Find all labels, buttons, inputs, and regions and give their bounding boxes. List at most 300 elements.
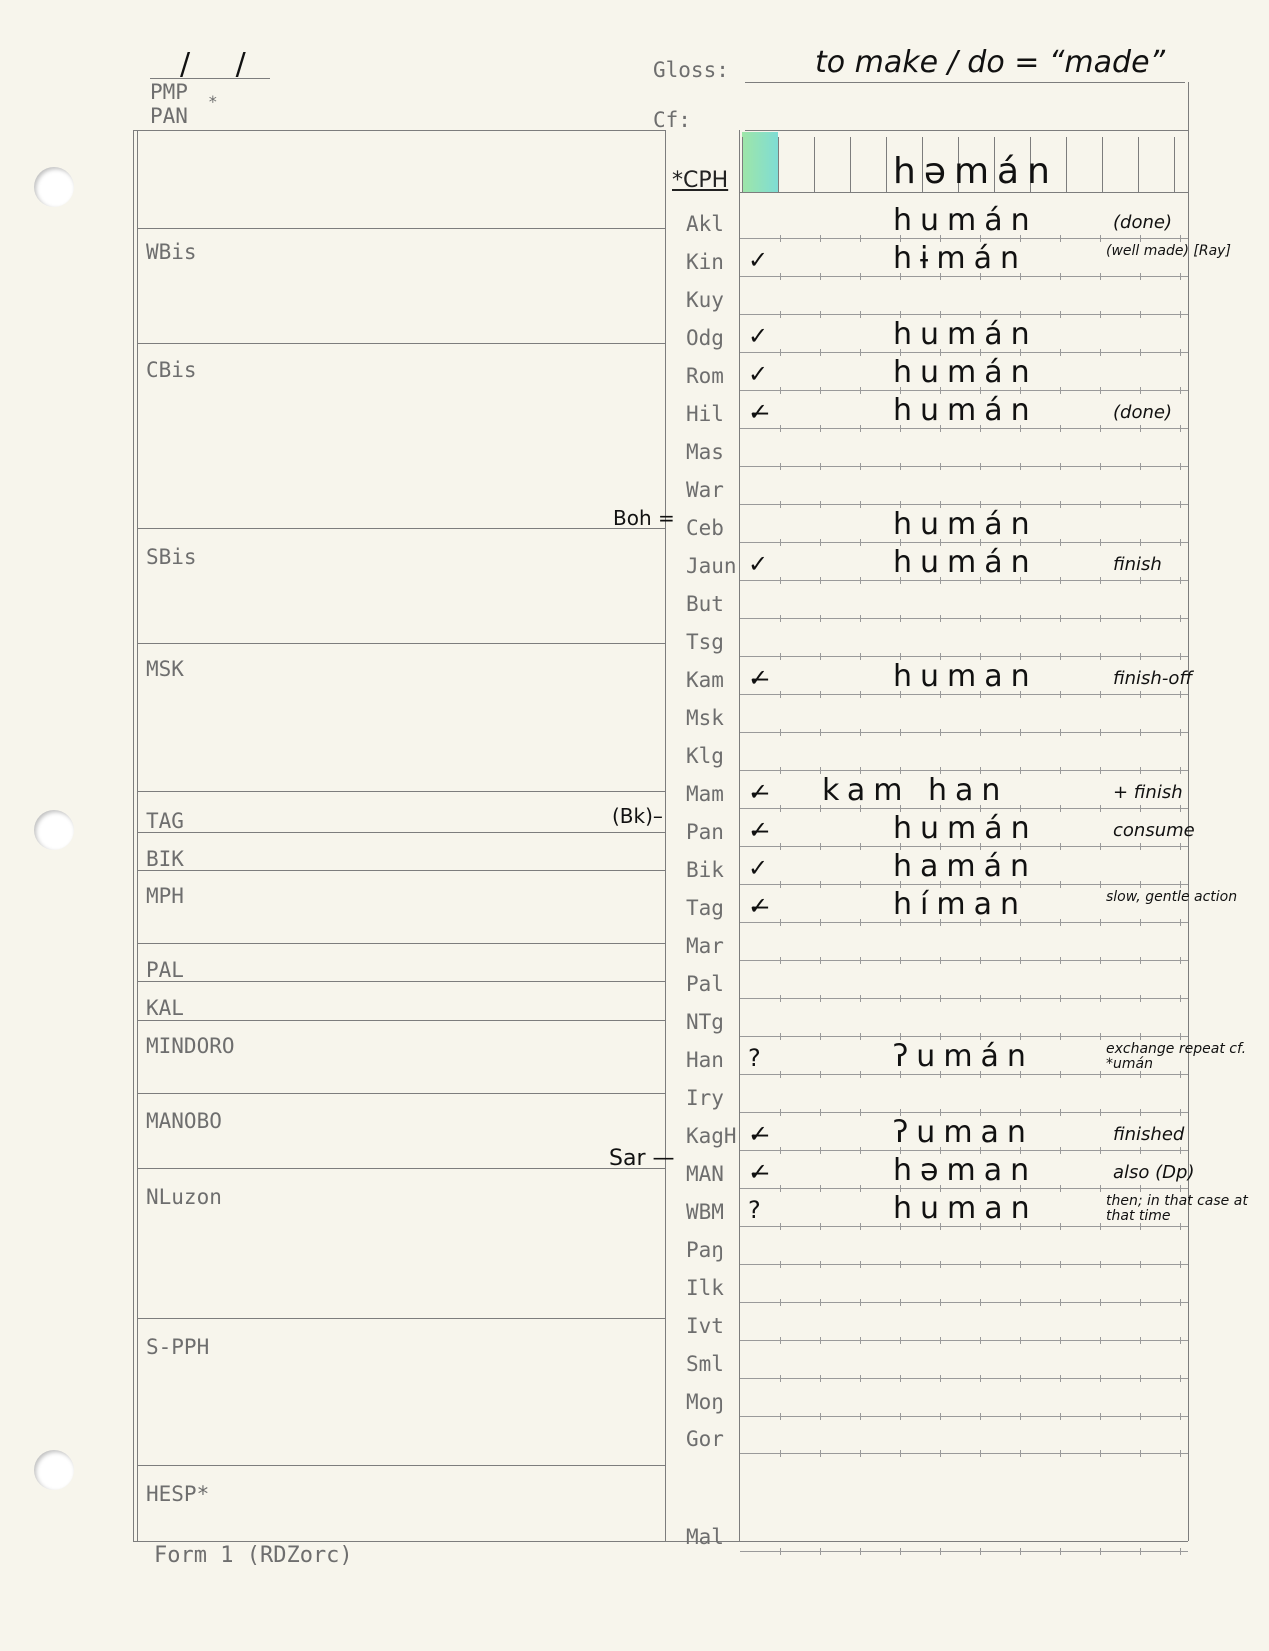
group-divider [137, 981, 665, 982]
row-tick [860, 615, 861, 622]
row-tick [860, 843, 861, 850]
row-tick [1100, 1071, 1101, 1078]
group-divider [137, 943, 665, 944]
row-tick [900, 1337, 901, 1344]
row-tick [1140, 1548, 1141, 1555]
group-label: PAL [146, 958, 184, 982]
row-tick [1100, 235, 1101, 242]
row-tick [780, 501, 781, 508]
language-code: Ilk [686, 1276, 724, 1300]
row-tick [1060, 1223, 1061, 1230]
row-tick [860, 995, 861, 1002]
group-divider [137, 1093, 665, 1094]
row-tick [780, 539, 781, 546]
row-tick [820, 1033, 821, 1040]
row-tick [1180, 615, 1181, 622]
cph-grid-cell-line [886, 137, 887, 192]
row-tick [1180, 1299, 1181, 1306]
row-tick [1180, 1337, 1181, 1344]
group-label: KAL [146, 996, 184, 1020]
entry-row-line [740, 238, 1188, 239]
language-code: Rom [686, 364, 724, 388]
check-mark: ✓̶ [748, 398, 769, 426]
row-tick [1100, 1261, 1101, 1268]
meaning-note: finished [1113, 1124, 1185, 1145]
row-tick [780, 691, 781, 698]
row-tick [900, 615, 901, 622]
row-tick [1180, 843, 1181, 850]
entry-row-line [740, 846, 1188, 847]
row-tick [820, 1450, 821, 1457]
row-tick [820, 729, 821, 736]
group-divider [137, 1541, 665, 1542]
language-code: Jaun [686, 554, 737, 578]
group-divider [137, 528, 665, 529]
group-label: S-PPH [146, 1335, 210, 1359]
highlight-mark [742, 132, 778, 192]
row-tick [1060, 691, 1061, 698]
language-code: Mas [686, 440, 724, 464]
row-tick [780, 653, 781, 660]
row-tick [1020, 615, 1021, 622]
row-tick [1100, 843, 1101, 850]
row-tick [980, 1299, 981, 1306]
row-tick [980, 463, 981, 470]
row-tick [1100, 1147, 1101, 1154]
language-code: Kuy [686, 288, 724, 312]
language-code: Bik [686, 858, 724, 882]
row-tick [780, 881, 781, 888]
row-tick [900, 1375, 901, 1382]
group-label: NLuzon [146, 1185, 222, 1209]
group-label: MPH [146, 884, 184, 908]
row-tick [820, 235, 821, 242]
row-tick [1060, 1109, 1061, 1116]
row-tick [1180, 273, 1181, 280]
row-tick [860, 577, 861, 584]
entry-row-line [740, 960, 1188, 961]
row-tick [860, 387, 861, 394]
row-tick [1020, 957, 1021, 964]
cph-grid-cell-line [1102, 137, 1103, 192]
entry-row-line [740, 1302, 1188, 1303]
reconstructed-form: humán [893, 393, 1038, 428]
row-tick [1060, 463, 1061, 470]
entry-row-line [740, 694, 1188, 695]
row-tick [1100, 881, 1101, 888]
row-tick [1060, 653, 1061, 660]
row-tick [820, 957, 821, 964]
row-tick [820, 843, 821, 850]
row-tick [1060, 843, 1061, 850]
row-tick [1140, 349, 1141, 356]
row-tick [780, 425, 781, 432]
row-tick [1060, 539, 1061, 546]
row-tick [1140, 1450, 1141, 1457]
row-tick [1060, 1337, 1061, 1344]
row-tick [1180, 425, 1181, 432]
frame-divider [665, 130, 666, 1541]
reconstructed-form: human [893, 659, 1038, 694]
reconstructed-form: hamán [893, 849, 1038, 884]
row-tick [1180, 653, 1181, 660]
punch-hole-top [34, 167, 74, 207]
row-tick [1140, 1413, 1141, 1420]
entry-row-line [740, 1264, 1188, 1265]
row-tick [820, 1147, 821, 1154]
row-tick [1100, 805, 1101, 812]
row-tick [1180, 577, 1181, 584]
row-tick [820, 1109, 821, 1116]
row-tick [860, 235, 861, 242]
row-tick [1100, 501, 1101, 508]
row-tick [1100, 463, 1101, 470]
row-tick [1100, 1033, 1101, 1040]
row-tick [1060, 1375, 1061, 1382]
meaning-note: slow, gentle action [1106, 889, 1238, 905]
row-tick [780, 1147, 781, 1154]
group-label: BIK [146, 847, 184, 871]
language-code: Hil [686, 402, 724, 426]
entry-row-line [740, 1378, 1188, 1379]
row-tick [780, 1261, 781, 1268]
row-tick [1180, 767, 1181, 774]
row-tick [1180, 1223, 1181, 1230]
check-mark: ? [748, 1044, 761, 1072]
row-tick [820, 615, 821, 622]
row-tick [1140, 805, 1141, 812]
group-divider [137, 343, 665, 344]
row-tick [940, 463, 941, 470]
row-tick [1180, 995, 1181, 1002]
row-tick [1180, 957, 1181, 964]
row-tick [860, 539, 861, 546]
row-tick [1140, 425, 1141, 432]
group-label: SBis [146, 545, 197, 569]
entry-row-line [740, 314, 1188, 315]
row-tick [1100, 767, 1101, 774]
row-tick [940, 995, 941, 1002]
row-tick [860, 1033, 861, 1040]
row-tick [820, 311, 821, 318]
row-tick [1180, 235, 1181, 242]
row-tick [1100, 957, 1101, 964]
check-mark: ✓ [748, 550, 769, 578]
language-code: Gor [686, 1427, 724, 1451]
row-tick [1100, 919, 1101, 926]
row-tick [820, 881, 821, 888]
row-tick [1100, 653, 1101, 660]
group-divider [137, 1020, 665, 1021]
margin-note-sar: Sar — [609, 1146, 675, 1171]
margin-note-bk: (Bk)– [612, 804, 663, 828]
lang-column-divider [739, 130, 740, 1541]
row-tick [1060, 387, 1061, 394]
reconstructed-form: həman [893, 1153, 1038, 1188]
language-code: Mal [686, 1525, 724, 1549]
entry-row-line [740, 352, 1188, 353]
row-tick [1140, 1337, 1141, 1344]
row-tick [820, 387, 821, 394]
row-tick [1140, 387, 1141, 394]
row-tick [1140, 1071, 1141, 1078]
entry-row-line [740, 1551, 1188, 1552]
row-tick [1180, 463, 1181, 470]
language-code: Akl [686, 212, 724, 236]
entry-row-line [740, 542, 1188, 543]
row-tick [1180, 1548, 1181, 1555]
row-tick [820, 425, 821, 432]
row-tick [900, 463, 901, 470]
row-tick [1100, 995, 1101, 1002]
row-tick [780, 729, 781, 736]
row-tick [1060, 235, 1061, 242]
row-tick [900, 957, 901, 964]
row-tick [1180, 805, 1181, 812]
row-tick [820, 463, 821, 470]
row-tick [1100, 539, 1101, 546]
row-tick [1180, 1450, 1181, 1457]
reconstructed-form: híman [893, 887, 1027, 922]
row-tick [1100, 1375, 1101, 1382]
cph-grid-cell-line [814, 137, 815, 192]
row-tick [820, 1071, 821, 1078]
row-tick [1020, 1337, 1021, 1344]
row-tick [1140, 539, 1141, 546]
row-tick [940, 1413, 941, 1420]
row-tick [940, 1548, 941, 1555]
row-tick [820, 1223, 821, 1230]
check-mark: ✓ [748, 360, 769, 388]
entry-row-line [740, 998, 1188, 999]
row-tick [820, 577, 821, 584]
row-tick [1060, 1450, 1061, 1457]
check-mark: ✓̶ [748, 1120, 769, 1148]
row-tick [1180, 1109, 1181, 1116]
row-tick [1100, 1450, 1101, 1457]
row-tick [780, 1071, 781, 1078]
row-tick [780, 311, 781, 318]
check-mark: ✓̶ [748, 778, 769, 806]
row-tick [820, 1375, 821, 1382]
row-tick [1100, 387, 1101, 394]
row-tick [900, 1450, 901, 1457]
group-label: HESP* [146, 1482, 210, 1506]
row-tick [1100, 1548, 1101, 1555]
entry-row-line [740, 1150, 1188, 1151]
row-tick [820, 767, 821, 774]
row-tick [860, 1299, 861, 1306]
row-tick [1140, 1185, 1141, 1192]
date-underline [150, 78, 270, 79]
row-tick [820, 1548, 821, 1555]
row-tick [1020, 1261, 1021, 1268]
row-tick [1140, 995, 1141, 1002]
entry-row-line [740, 428, 1188, 429]
language-code: Iry [686, 1086, 724, 1110]
reconstructed-form: humán [893, 317, 1038, 352]
row-tick [900, 1299, 901, 1306]
cph-grid-cell-line [742, 137, 743, 192]
row-tick [1140, 1033, 1141, 1040]
language-code: Tsg [686, 630, 724, 654]
meaning-note: consume [1113, 820, 1195, 841]
frame-right [1188, 82, 1189, 1541]
row-tick [1100, 615, 1101, 622]
entry-row-line [740, 732, 1188, 733]
entry-row-line [740, 884, 1188, 885]
row-tick [860, 1147, 861, 1154]
entry-row-line [740, 1340, 1188, 1341]
row-tick [820, 805, 821, 812]
margin-note-boh: Boh = [613, 506, 675, 530]
check-mark: ✓̶ [748, 664, 769, 692]
gloss-label: Gloss: [653, 58, 729, 82]
group-divider [137, 643, 665, 644]
date-marks: / / [180, 47, 264, 82]
punch-hole-bottom [34, 1450, 74, 1490]
row-tick [860, 653, 861, 660]
row-tick [980, 1261, 981, 1268]
row-tick [780, 1450, 781, 1457]
row-tick [1180, 919, 1181, 926]
row-tick [1020, 995, 1021, 1002]
row-tick [820, 1185, 821, 1192]
reconstructed-form: humán [893, 507, 1038, 542]
language-code: Kam [686, 668, 724, 692]
row-tick [1060, 1185, 1061, 1192]
pmp-label: PMP [150, 80, 188, 104]
row-tick [980, 957, 981, 964]
check-mark: ✓ [748, 854, 769, 882]
row-tick [1140, 957, 1141, 964]
row-tick [1140, 919, 1141, 926]
row-tick [1140, 615, 1141, 622]
asterisk: * [208, 92, 218, 111]
row-tick [900, 729, 901, 736]
language-code: Mar [686, 934, 724, 958]
row-tick [980, 995, 981, 1002]
row-tick [940, 1375, 941, 1382]
row-tick [860, 425, 861, 432]
language-code: KagH [686, 1124, 737, 1148]
row-tick [1140, 691, 1141, 698]
row-tick [1060, 1071, 1061, 1078]
row-tick [1180, 1413, 1181, 1420]
row-tick [780, 957, 781, 964]
reconstructed-form: humán [893, 545, 1038, 580]
row-tick [940, 1450, 941, 1457]
row-tick [1180, 1071, 1181, 1078]
row-tick [860, 1450, 861, 1457]
row-tick [980, 1337, 981, 1344]
row-tick [780, 1109, 781, 1116]
row-tick [1060, 919, 1061, 926]
row-tick [1060, 501, 1061, 508]
row-tick [1180, 1375, 1181, 1382]
row-tick [860, 691, 861, 698]
row-tick [980, 1450, 981, 1457]
language-code: Odg [686, 326, 724, 350]
group-label: TAG [146, 809, 184, 833]
row-tick [860, 1261, 861, 1268]
row-tick [860, 501, 861, 508]
row-tick [1180, 311, 1181, 318]
row-tick [1020, 1450, 1021, 1457]
row-tick [1060, 577, 1061, 584]
cph-grid-cell-line [778, 137, 779, 192]
group-divider [137, 791, 665, 792]
group-label: CBis [146, 358, 197, 382]
row-tick [820, 1413, 821, 1420]
language-code: NTg [686, 1010, 724, 1034]
reconstructed-form: humán [893, 811, 1038, 846]
frame-left-outer [133, 130, 134, 1541]
reconstructed-form: human [893, 1191, 1038, 1226]
row-tick [1020, 767, 1021, 774]
row-tick [1140, 235, 1141, 242]
cph-grid-cell-line [1066, 137, 1067, 192]
row-tick [1140, 1299, 1141, 1306]
row-tick [860, 1223, 861, 1230]
row-tick [1020, 1548, 1021, 1555]
row-tick [1180, 1261, 1181, 1268]
meaning-note: (done) [1113, 212, 1172, 233]
row-tick [780, 1185, 781, 1192]
row-tick [780, 1033, 781, 1040]
language-code: War [686, 478, 724, 502]
group-divider [137, 228, 665, 229]
entry-row-line [740, 770, 1188, 771]
row-tick [820, 995, 821, 1002]
row-tick [780, 615, 781, 622]
language-code: Ceb [686, 516, 724, 540]
row-tick [860, 1109, 861, 1116]
row-tick [900, 1413, 901, 1420]
row-tick [1060, 615, 1061, 622]
row-tick [980, 615, 981, 622]
row-tick [1060, 349, 1061, 356]
row-tick [1060, 1147, 1061, 1154]
meaning-note: finish-off [1113, 668, 1193, 689]
check-mark: ✓̶ [748, 816, 769, 844]
row-tick [780, 235, 781, 242]
row-tick [1060, 1033, 1061, 1040]
row-tick [980, 1548, 981, 1555]
row-tick [980, 729, 981, 736]
reconstructed-form: humán [893, 355, 1038, 390]
check-mark: ✓ [748, 246, 769, 274]
check-mark: ? [748, 1196, 761, 1224]
row-tick [1140, 1223, 1141, 1230]
row-tick [1140, 1109, 1141, 1116]
row-tick [780, 1337, 781, 1344]
row-tick [820, 653, 821, 660]
row-tick [1140, 843, 1141, 850]
row-tick [1060, 957, 1061, 964]
entry-row-line [740, 1453, 1188, 1454]
reconstructed-form: humán [893, 203, 1038, 238]
entry-row-line [740, 1188, 1188, 1189]
entry-row-line [740, 808, 1188, 809]
row-tick [780, 805, 781, 812]
row-tick [940, 1261, 941, 1268]
row-tick [1060, 1548, 1061, 1555]
entry-row-line [740, 390, 1188, 391]
group-divider [137, 1318, 665, 1319]
language-code: Sml [686, 1352, 724, 1376]
row-tick [860, 463, 861, 470]
